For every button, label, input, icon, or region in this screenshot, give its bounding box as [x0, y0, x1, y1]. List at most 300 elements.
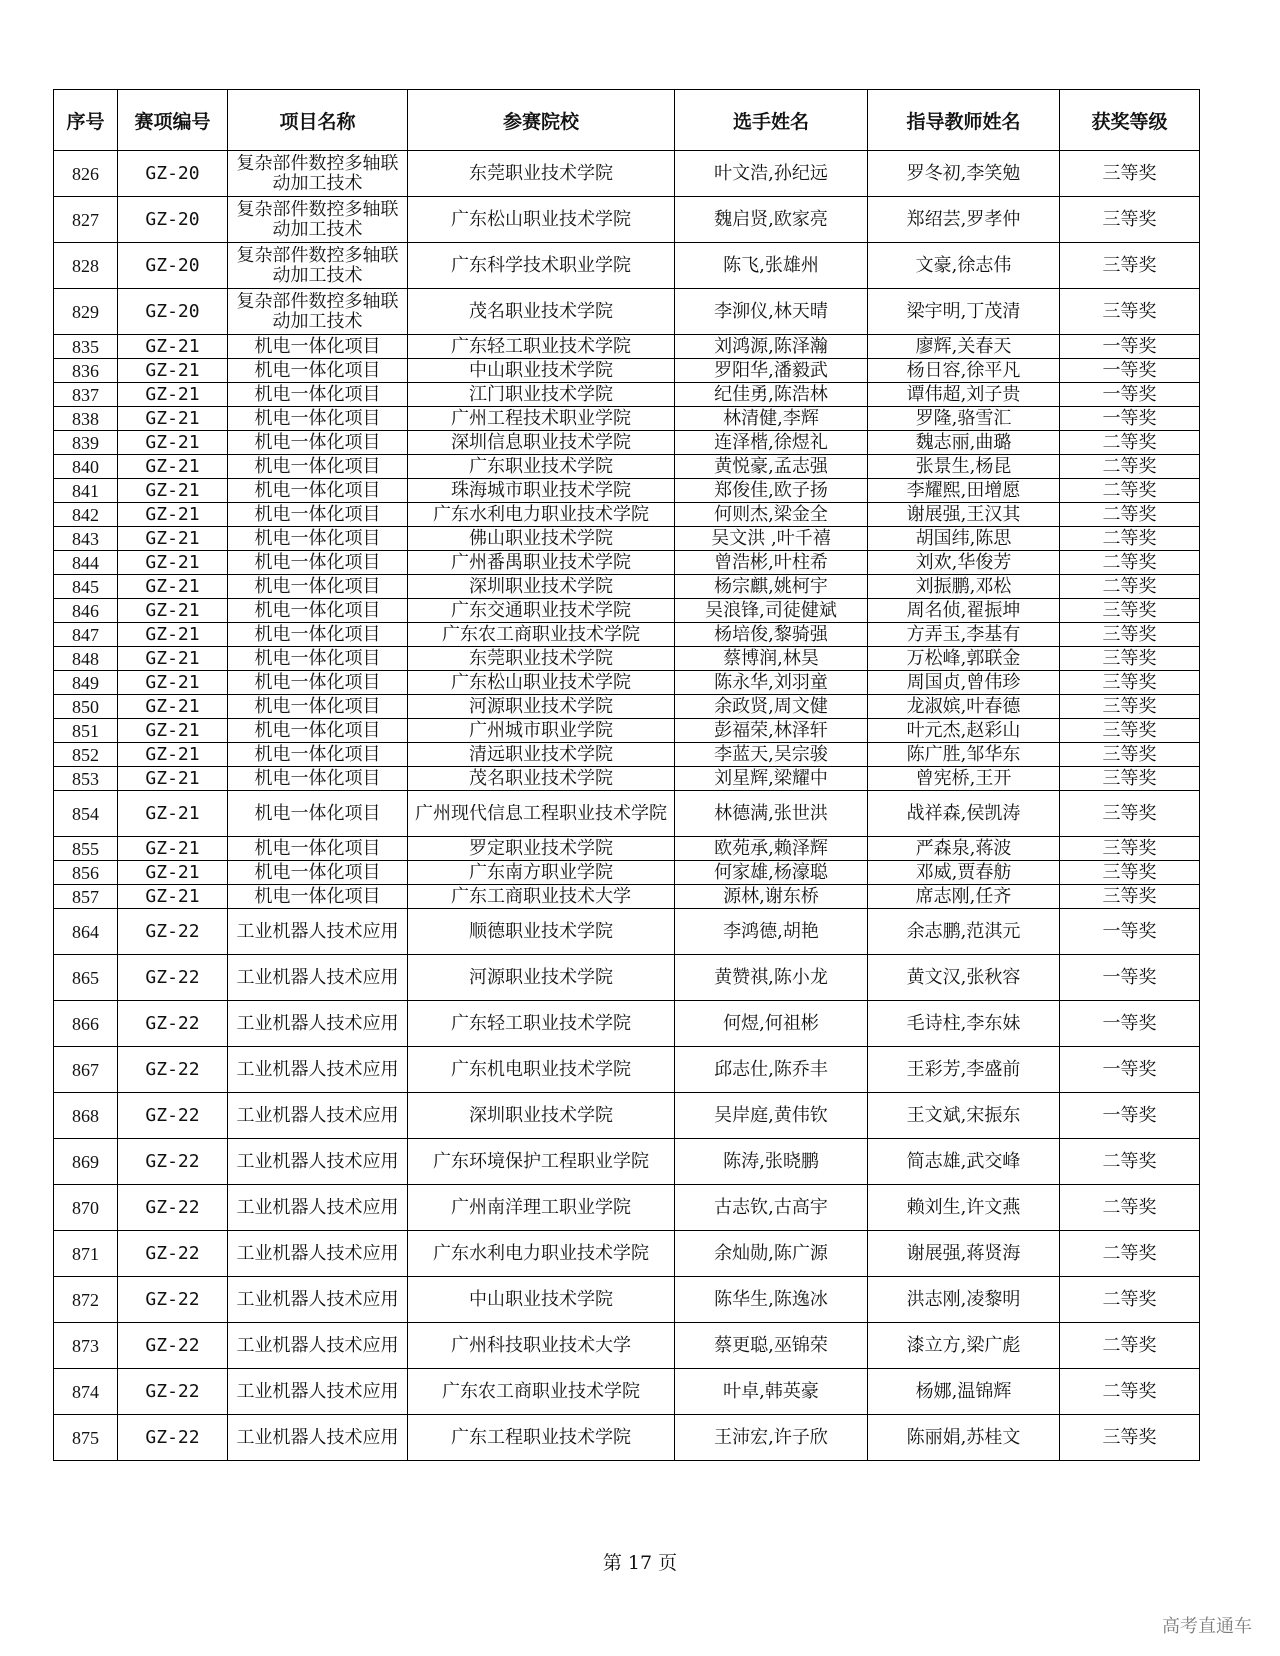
cell-seq: 838: [54, 407, 118, 431]
cell-seq: 865: [54, 955, 118, 1001]
cell-code: GZ-21: [118, 791, 228, 837]
cell-teachers: 余志鹏,范淇元: [868, 909, 1060, 955]
cell-students: 源林,谢东桥: [675, 885, 868, 909]
table-row: [54, 407, 1200, 431]
cell-school: 中山职业技术学院: [408, 359, 675, 383]
cell-seq: 829: [54, 289, 118, 335]
cell-award: 一等奖: [1060, 1047, 1200, 1093]
cell-project: [228, 1139, 408, 1185]
table-row: [54, 1139, 1200, 1185]
header-code: 赛项编号: [118, 90, 228, 151]
cell-project: [228, 151, 408, 197]
table-row: [54, 955, 1200, 1001]
table-row: [54, 1277, 1200, 1323]
cell-award: 三等奖: [1060, 1415, 1200, 1461]
cell-teachers: 李耀熙,田增愿: [868, 479, 1060, 503]
table-row: [54, 1231, 1200, 1277]
cell-students: 杨培俊,黎骑强: [675, 623, 868, 647]
cell-code: GZ-21: [118, 407, 228, 431]
cell-students: 李泖仪,林天晴: [675, 289, 868, 335]
cell-students: 纪佳勇,陈浩林: [675, 383, 868, 407]
cell-students: 蔡更聪,巫锦荣: [675, 1323, 868, 1369]
cell-project: 机电一体化项目: [228, 359, 408, 383]
cell-seq: 846: [54, 599, 118, 623]
cell-project: 机电一体化项目: [228, 599, 408, 623]
table-row: [54, 1001, 1200, 1047]
cell-school: 罗定职业技术学院: [408, 837, 675, 861]
cell-project: 机电一体化项目: [228, 671, 408, 695]
cell-school: 广州工程技术职业学院: [408, 407, 675, 431]
table-row: [54, 455, 1200, 479]
table-row: [54, 1415, 1200, 1461]
cell-teachers: 文豪,徐志伟: [868, 243, 1060, 289]
table-row: [54, 151, 1200, 197]
cell-project: [228, 1231, 408, 1277]
header-school: 参赛院校: [408, 90, 675, 151]
cell-teachers: 叶元杰,赵彩山: [868, 719, 1060, 743]
cell-project: 机电一体化项目: [228, 767, 408, 791]
cell-seq: 850: [54, 695, 118, 719]
cell-code: GZ-21: [118, 837, 228, 861]
cell-award: 一等奖: [1060, 383, 1200, 407]
table-row: [54, 767, 1200, 791]
cell-school: 佛山职业技术学院: [408, 527, 675, 551]
table-row: [54, 837, 1200, 861]
cell-code: GZ-22: [118, 1093, 228, 1139]
cell-seq: 826: [54, 151, 118, 197]
cell-school: 广东职业技术学院: [408, 455, 675, 479]
cell-seq: 866: [54, 1001, 118, 1047]
cell-students: 古志钦,古高宇: [675, 1185, 868, 1231]
cell-project: [228, 1369, 408, 1415]
header-award: 获奖等级: [1060, 90, 1200, 151]
cell-project-text: 工业机器人技术应用: [236, 1335, 399, 1356]
cell-school: 东莞职业技术学院: [408, 151, 675, 197]
cell-project: 机电一体化项目: [228, 455, 408, 479]
table-row: [54, 383, 1200, 407]
cell-project-text: 工业机器人技术应用: [236, 1427, 399, 1448]
cell-school: 广东工商职业技术大学: [408, 885, 675, 909]
table-row: [54, 791, 1200, 837]
cell-seq: 857: [54, 885, 118, 909]
cell-code: GZ-21: [118, 719, 228, 743]
table-row: [54, 527, 1200, 551]
cell-award: 三等奖: [1060, 791, 1200, 837]
cell-teachers: 谢展强,王汉其: [868, 503, 1060, 527]
cell-school: 中山职业技术学院: [408, 1277, 675, 1323]
cell-project-text: 工业机器人技术应用: [236, 921, 399, 942]
cell-teachers: 席志刚,任齐: [868, 885, 1060, 909]
cell-seq: 853: [54, 767, 118, 791]
cell-students: 陈涛,张晓鹏: [675, 1139, 868, 1185]
cell-students: 吴文洪 ,叶千禧: [675, 527, 868, 551]
cell-school: 广东南方职业学院: [408, 861, 675, 885]
cell-students: 邱志仕,陈乔丰: [675, 1047, 868, 1093]
cell-teachers: 陈丽娟,苏桂文: [868, 1415, 1060, 1461]
cell-teachers: 梁宇明,丁茂清: [868, 289, 1060, 335]
cell-students: 陈飞,张雄州: [675, 243, 868, 289]
cell-teachers: 简志雄,武交峰: [868, 1139, 1060, 1185]
cell-award: 三等奖: [1060, 743, 1200, 767]
cell-code: GZ-22: [118, 1323, 228, 1369]
cell-school: 深圳职业技术学院: [408, 575, 675, 599]
cell-project: [228, 1323, 408, 1369]
table-row: [54, 623, 1200, 647]
cell-teachers: 杨日容,徐平凡: [868, 359, 1060, 383]
cell-seq: 849: [54, 671, 118, 695]
cell-code: GZ-21: [118, 527, 228, 551]
cell-code: GZ-21: [118, 599, 228, 623]
cell-school: 东莞职业技术学院: [408, 647, 675, 671]
cell-project: 机电一体化项目: [228, 885, 408, 909]
cell-project: 机电一体化项目: [228, 335, 408, 359]
cell-code: GZ-21: [118, 861, 228, 885]
cell-students: 叶卓,韩英豪: [675, 1369, 868, 1415]
cell-seq: 868: [54, 1093, 118, 1139]
cell-award: 三等奖: [1060, 197, 1200, 243]
cell-students: 刘鸿源,陈泽瀚: [675, 335, 868, 359]
cell-school: 广东水利电力职业技术学院: [408, 1231, 675, 1277]
cell-teachers: 郑绍芸,罗孝仲: [868, 197, 1060, 243]
header-project: 项目名称: [228, 90, 408, 151]
cell-project: 机电一体化项目: [228, 407, 408, 431]
cell-project-text: 工业机器人技术应用: [236, 1243, 399, 1264]
cell-school: 清远职业技术学院: [408, 743, 675, 767]
cell-students: 叶文浩,孙纪远: [675, 151, 868, 197]
cell-students: 吴岸庭,黄伟钦: [675, 1093, 868, 1139]
cell-students: 黄赞祺,陈小龙: [675, 955, 868, 1001]
cell-project: 机电一体化项目: [228, 623, 408, 647]
cell-code: GZ-21: [118, 383, 228, 407]
cell-school: 广东轻工职业技术学院: [408, 1001, 675, 1047]
cell-award: 二等奖: [1060, 479, 1200, 503]
cell-project-text: 工业机器人技术应用: [236, 1197, 399, 1218]
cell-students: 林德满,张世洪: [675, 791, 868, 837]
cell-seq: 854: [54, 791, 118, 837]
cell-project: 机电一体化项目: [228, 743, 408, 767]
cell-code: GZ-22: [118, 955, 228, 1001]
cell-code: GZ-21: [118, 767, 228, 791]
cell-students: 陈永华,刘羽童: [675, 671, 868, 695]
cell-seq: 873: [54, 1323, 118, 1369]
cell-award: 三等奖: [1060, 695, 1200, 719]
cell-students: 黄悦豪,孟志强: [675, 455, 868, 479]
watermark: 高考直通车: [1162, 1616, 1252, 1637]
cell-code: GZ-20: [118, 151, 228, 197]
cell-project-text: 工业机器人技术应用: [236, 1105, 399, 1126]
cell-project: 机电一体化项目: [228, 383, 408, 407]
table-row: [54, 1369, 1200, 1415]
cell-seq: 842: [54, 503, 118, 527]
cell-code: GZ-21: [118, 743, 228, 767]
table-row: [54, 1093, 1200, 1139]
cell-teachers: 严森泉,蒋波: [868, 837, 1060, 861]
cell-teachers: 万松峰,郭联金: [868, 647, 1060, 671]
header-students: 选手姓名: [675, 90, 868, 151]
cell-students: 欧苑承,赖泽辉: [675, 837, 868, 861]
cell-award: 二等奖: [1060, 431, 1200, 455]
cell-code: GZ-21: [118, 503, 228, 527]
cell-school: 广东工程职业技术学院: [408, 1415, 675, 1461]
table-row: [54, 551, 1200, 575]
table-row: [54, 695, 1200, 719]
cell-seq: 851: [54, 719, 118, 743]
cell-award: 二等奖: [1060, 551, 1200, 575]
cell-award: 三等奖: [1060, 671, 1200, 695]
cell-project-text: 复杂部件数控多轴联动加工技术: [236, 245, 399, 286]
cell-school: 深圳信息职业技术学院: [408, 431, 675, 455]
cell-project-text: 复杂部件数控多轴联动加工技术: [236, 291, 399, 332]
table-row: [54, 575, 1200, 599]
cell-seq: 848: [54, 647, 118, 671]
cell-students: 郑俊佳,欧子扬: [675, 479, 868, 503]
cell-project: [228, 1185, 408, 1231]
cell-teachers: 洪志刚,凌黎明: [868, 1277, 1060, 1323]
cell-teachers: 罗冬初,李笑勉: [868, 151, 1060, 197]
table-row: [54, 335, 1200, 359]
table-row: [54, 861, 1200, 885]
cell-seq: 864: [54, 909, 118, 955]
table-row: [54, 359, 1200, 383]
cell-award: 二等奖: [1060, 503, 1200, 527]
cell-code: GZ-21: [118, 455, 228, 479]
cell-project: 机电一体化项目: [228, 575, 408, 599]
cell-code: GZ-21: [118, 431, 228, 455]
cell-project: 机电一体化项目: [228, 479, 408, 503]
cell-school: 河源职业技术学院: [408, 695, 675, 719]
cell-seq: 828: [54, 243, 118, 289]
table-row: [54, 289, 1200, 335]
cell-award: 三等奖: [1060, 719, 1200, 743]
cell-project-text: 复杂部件数控多轴联动加工技术: [236, 199, 399, 240]
cell-project-text: 工业机器人技术应用: [236, 1381, 399, 1402]
cell-seq: 844: [54, 551, 118, 575]
table-row: [54, 885, 1200, 909]
cell-award: 二等奖: [1060, 1369, 1200, 1415]
cell-school: 广东水利电力职业技术学院: [408, 503, 675, 527]
cell-school-text: 广州现代信息工程职业技术学院: [415, 803, 667, 824]
cell-school: 江门职业技术学院: [408, 383, 675, 407]
cell-project: 机电一体化项目: [228, 695, 408, 719]
cell-award: 二等奖: [1060, 527, 1200, 551]
cell-award: 三等奖: [1060, 151, 1200, 197]
table-row: [54, 743, 1200, 767]
cell-project: 机电一体化项目: [228, 551, 408, 575]
cell-award: 一等奖: [1060, 359, 1200, 383]
cell-project: [228, 1277, 408, 1323]
cell-project-text: 复杂部件数控多轴联动加工技术: [236, 153, 399, 194]
cell-project: [228, 1001, 408, 1047]
cell-students: 曾浩彬,叶柱希: [675, 551, 868, 575]
cell-teachers: 邓威,贾春舫: [868, 861, 1060, 885]
cell-students: 杨宗麒,姚柯宇: [675, 575, 868, 599]
cell-students: 何家雄,杨濠聪: [675, 861, 868, 885]
table-row: [54, 909, 1200, 955]
table-row: [54, 719, 1200, 743]
cell-seq: 847: [54, 623, 118, 647]
cell-seq: 836: [54, 359, 118, 383]
cell-award: 二等奖: [1060, 455, 1200, 479]
cell-school: 珠海城市职业技术学院: [408, 479, 675, 503]
cell-code: GZ-22: [118, 1415, 228, 1461]
cell-school: 河源职业技术学院: [408, 955, 675, 1001]
cell-code: GZ-21: [118, 671, 228, 695]
cell-award: 二等奖: [1060, 575, 1200, 599]
cell-students: 余灿勋,陈广源: [675, 1231, 868, 1277]
cell-seq: 841: [54, 479, 118, 503]
cell-award: 一等奖: [1060, 955, 1200, 1001]
cell-code: GZ-22: [118, 1047, 228, 1093]
cell-teachers: 罗隆,骆雪汇: [868, 407, 1060, 431]
cell-seq: 845: [54, 575, 118, 599]
cell-seq: 871: [54, 1231, 118, 1277]
cell-school: 广东机电职业技术学院: [408, 1047, 675, 1093]
cell-students: 王沛宏,许子欣: [675, 1415, 868, 1461]
cell-code: GZ-21: [118, 885, 228, 909]
cell-teachers: 周名侦,翟振坤: [868, 599, 1060, 623]
cell-code: GZ-21: [118, 551, 228, 575]
award-table: [53, 89, 1200, 1461]
cell-award: 一等奖: [1060, 1001, 1200, 1047]
cell-students: 魏启贤,欧家亮: [675, 197, 868, 243]
cell-project: 机电一体化项目: [228, 791, 408, 837]
cell-project: 机电一体化项目: [228, 837, 408, 861]
cell-students: 李蓝天,吴宗骏: [675, 743, 868, 767]
table-row: [54, 197, 1200, 243]
table-row: [54, 599, 1200, 623]
cell-code: GZ-20: [118, 289, 228, 335]
cell-project: 机电一体化项目: [228, 719, 408, 743]
cell-project-text: 工业机器人技术应用: [236, 1289, 399, 1310]
table-row: [54, 647, 1200, 671]
cell-seq: 875: [54, 1415, 118, 1461]
cell-teachers: 漆立方,梁广彪: [868, 1323, 1060, 1369]
header-teachers: 指导教师姓名: [868, 90, 1060, 151]
cell-teachers: 黄文汉,张秋容: [868, 955, 1060, 1001]
cell-code: GZ-21: [118, 335, 228, 359]
cell-project: 机电一体化项目: [228, 861, 408, 885]
cell-seq: 835: [54, 335, 118, 359]
cell-teachers: 方弄玉,李基有: [868, 623, 1060, 647]
cell-code: GZ-22: [118, 1277, 228, 1323]
cell-school: 顺德职业技术学院: [408, 909, 675, 955]
cell-teachers: 张景生,杨昆: [868, 455, 1060, 479]
cell-school: 广东环境保护工程职业学院: [408, 1139, 675, 1185]
page-number: 第 17 页: [602, 1552, 678, 1574]
table-row: [54, 431, 1200, 455]
cell-seq: 827: [54, 197, 118, 243]
cell-code: GZ-20: [118, 197, 228, 243]
cell-code: GZ-21: [118, 647, 228, 671]
cell-project: 机电一体化项目: [228, 431, 408, 455]
cell-students: 李鸿德,胡艳: [675, 909, 868, 955]
cell-seq: 840: [54, 455, 118, 479]
cell-code: GZ-21: [118, 479, 228, 503]
cell-seq: 867: [54, 1047, 118, 1093]
cell-award: 三等奖: [1060, 885, 1200, 909]
cell-award: 三等奖: [1060, 289, 1200, 335]
cell-award: 三等奖: [1060, 599, 1200, 623]
cell-school: 广东农工商职业技术学院: [408, 623, 675, 647]
cell-project: [228, 197, 408, 243]
cell-teachers: 战祥森,侯凯涛: [868, 791, 1060, 837]
cell-school: 广东科学技术职业学院: [408, 243, 675, 289]
cell-project: [228, 243, 408, 289]
cell-seq: 852: [54, 743, 118, 767]
cell-students: 蔡博润,林昊: [675, 647, 868, 671]
cell-code: GZ-21: [118, 623, 228, 647]
cell-code: GZ-22: [118, 1001, 228, 1047]
cell-students: 余政贤,周文健: [675, 695, 868, 719]
cell-teachers: 陈广胜,邹华东: [868, 743, 1060, 767]
cell-award: 一等奖: [1060, 1093, 1200, 1139]
cell-students: 吴浪锋,司徒健斌: [675, 599, 868, 623]
cell-teachers: 王彩芳,李盛前: [868, 1047, 1060, 1093]
cell-students: 刘星辉,梁耀中: [675, 767, 868, 791]
table-row: [54, 503, 1200, 527]
cell-award: 一等奖: [1060, 335, 1200, 359]
cell-teachers: 魏志丽,曲璐: [868, 431, 1060, 455]
cell-students: 罗阳华,潘毅武: [675, 359, 868, 383]
cell-award: 二等奖: [1060, 1139, 1200, 1185]
cell-project: 机电一体化项目: [228, 647, 408, 671]
cell-seq: 856: [54, 861, 118, 885]
table-row: [54, 1185, 1200, 1231]
cell-teachers: 王文斌,宋振东: [868, 1093, 1060, 1139]
cell-code: GZ-22: [118, 1185, 228, 1231]
cell-teachers: 谭伟超,刘子贵: [868, 383, 1060, 407]
cell-school: 广东松山职业技术学院: [408, 197, 675, 243]
cell-seq: 839: [54, 431, 118, 455]
cell-school: 茂名职业技术学院: [408, 767, 675, 791]
cell-code: GZ-22: [118, 1231, 228, 1277]
table-row: [54, 671, 1200, 695]
cell-award: 二等奖: [1060, 1277, 1200, 1323]
cell-project-text: 工业机器人技术应用: [236, 967, 399, 988]
cell-award: 一等奖: [1060, 909, 1200, 955]
cell-code: GZ-21: [118, 359, 228, 383]
cell-students: 陈华生,陈逸冰: [675, 1277, 868, 1323]
cell-seq: 870: [54, 1185, 118, 1231]
cell-code: GZ-21: [118, 695, 228, 719]
cell-school: 广州城市职业学院: [408, 719, 675, 743]
cell-school: 广东农工商职业技术学院: [408, 1369, 675, 1415]
cell-teachers: 杨娜,温锦辉: [868, 1369, 1060, 1415]
cell-seq: 874: [54, 1369, 118, 1415]
cell-school: [408, 791, 675, 837]
table-row: [54, 479, 1200, 503]
cell-teachers: 周国贞,曾伟珍: [868, 671, 1060, 695]
cell-project-text: 工业机器人技术应用: [236, 1059, 399, 1080]
header-seq: 序号: [54, 90, 118, 151]
cell-students: 彭福荣,林泽轩: [675, 719, 868, 743]
table-row: [54, 1047, 1200, 1093]
cell-school: 广东轻工职业技术学院: [408, 335, 675, 359]
header-row: [54, 90, 1200, 151]
cell-school: 广州番禺职业技术学院: [408, 551, 675, 575]
cell-seq: 843: [54, 527, 118, 551]
cell-teachers: 赖刘生,许文燕: [868, 1185, 1060, 1231]
cell-project: [228, 955, 408, 1001]
cell-award: 二等奖: [1060, 1323, 1200, 1369]
cell-school: 广东交通职业技术学院: [408, 599, 675, 623]
cell-seq: 855: [54, 837, 118, 861]
cell-project: [228, 909, 408, 955]
table-row: [54, 243, 1200, 289]
cell-school: 广州科技职业技术大学: [408, 1323, 675, 1369]
table-row: [54, 1323, 1200, 1369]
cell-project: 机电一体化项目: [228, 503, 408, 527]
